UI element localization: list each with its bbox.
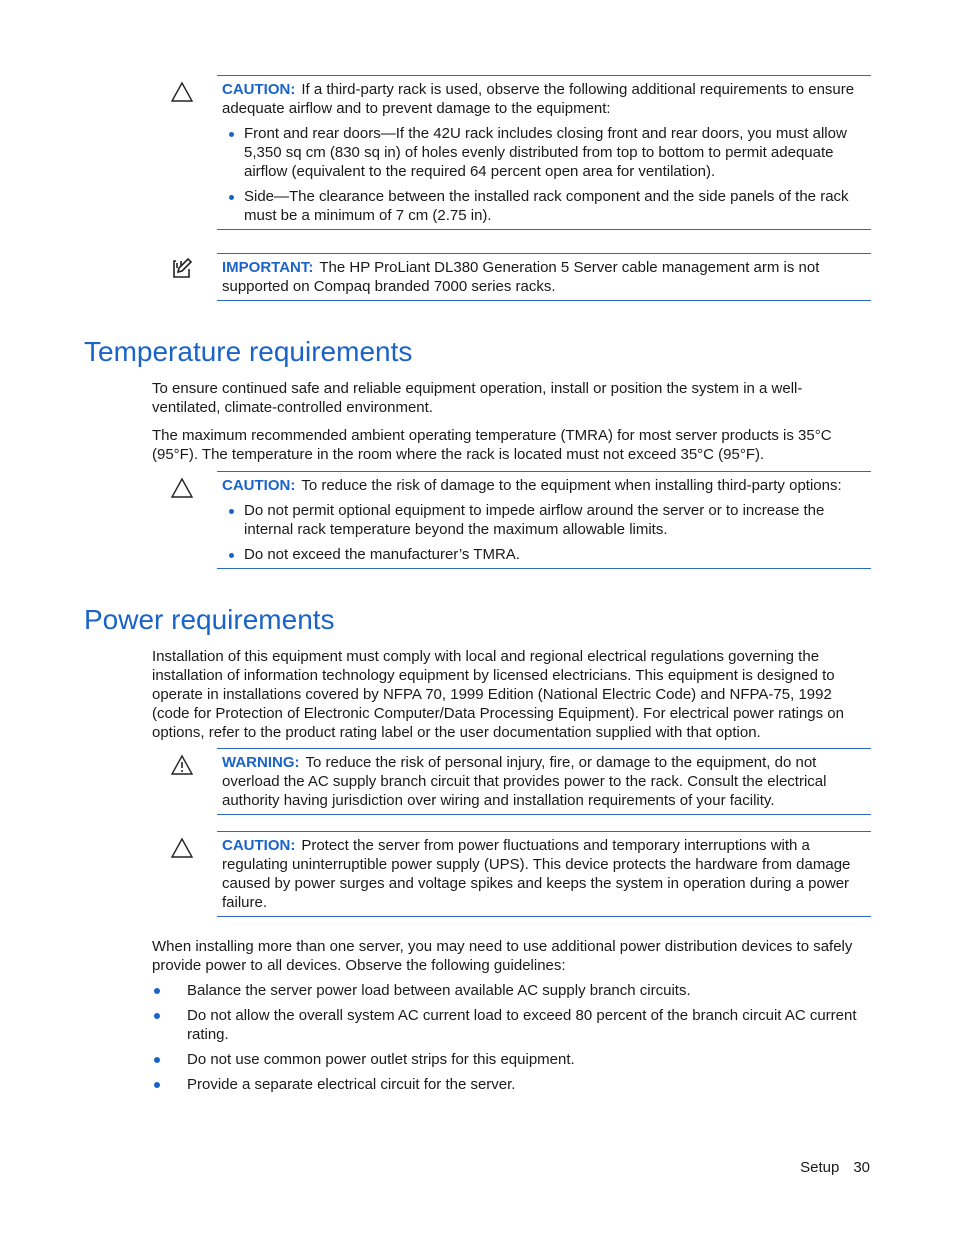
caution-note-options — [217, 471, 871, 569]
caution-note-rack — [217, 75, 871, 230]
temperature-paragraph-2: The maximum recommended ambient operating temperature (TMRA) for most server products is 35°C (95°F). The temperature in the room where the rack is located must not exceed 35°C (95°F). — [152, 427, 832, 463]
caution-icon — [171, 477, 193, 499]
list-item: Do not use common power outlet strips for this equipment. — [152, 1050, 868, 1069]
caution-note-ups — [217, 831, 871, 917]
list-item: Do not exceed the manufacturer’s TMRA. — [222, 545, 871, 564]
power-paragraph-2: When installing more than one server, you may need to use additional power distribution devices to safely provide power to all devices. Observe the following guidelines: — [152, 938, 853, 974]
warning-icon — [171, 754, 193, 776]
bullet-icon — [154, 1013, 160, 1019]
warning-note — [217, 748, 871, 815]
caution-label: CAUTION: — [222, 837, 296, 854]
warning-label: WARNING: — [222, 754, 300, 771]
footer-section: Setup — [800, 1159, 840, 1176]
caution-text: To reduce the risk of damage to the equipment when installing third-party options: — [301, 477, 842, 494]
page-number: 30 — [853, 1159, 870, 1176]
bullet-icon — [154, 988, 160, 994]
list-item: Do not allow the overall system AC current load to exceed 80 percent of the branch circuit AC current rating. — [152, 1006, 868, 1044]
important-pencil-icon — [171, 257, 193, 279]
power-heading: Power requirements — [84, 604, 335, 635]
bullet-icon — [229, 509, 234, 514]
list-item: Side—The clearance between the installed rack component and the side panels of the rack must be a minimum of 7 cm (2.75 in). — [222, 187, 871, 225]
important-label: IMPORTANT: — [222, 259, 314, 276]
warning-text: To reduce the risk of personal injury, fire, or damage to the equipment, do not overload the AC supply branch circuit that provides power to the rack. Consult the electrical authority having jurisdiction over wiring and installation requirements of your facility. — [222, 754, 827, 809]
temperature-heading: Temperature requirements — [84, 336, 413, 367]
caution-icon — [171, 81, 193, 103]
bullet-icon — [229, 195, 234, 200]
list-item: Balance the server power load between available AC supply branch circuits. — [152, 981, 868, 1000]
list-item: Provide a separate electrical circuit for the server. — [152, 1075, 868, 1094]
caution-icon — [171, 837, 193, 859]
bullet-icon — [154, 1082, 160, 1088]
page-footer — [800, 1158, 870, 1177]
bullet-icon — [229, 132, 234, 137]
temperature-paragraph-1: To ensure continued safe and reliable equipment operation, install or position the system in a well-ventilated, climate-controlled environment. — [152, 380, 803, 416]
caution-text: If a third-party rack is used, observe the following additional requirements to ensure adequate airflow and to prevent damage to the equipment: — [222, 81, 855, 117]
list-item: Front and rear doors—If the 42U rack includes closing front and rear doors, you must allow 5,350 sq cm (830 sq in) of holes evenly distributed from top to bottom to permit adequate airflow (equivalent to the required 64 percent open area for ventilation). — [222, 124, 871, 181]
guidelines-list — [152, 981, 868, 1100]
caution-label: CAUTION: — [222, 81, 296, 98]
bullet-icon — [154, 1057, 160, 1063]
important-note — [217, 253, 871, 301]
bullet-icon — [229, 553, 234, 558]
caution-text: Protect the server from power fluctuations and temporary interruptions with a regulating uninterruptible power supply (UPS). This device protects the hardware from damage caused by power surges and voltage spikes and keeps the system in operation during a power failure. — [222, 837, 851, 911]
caution-label: CAUTION: — [222, 477, 296, 494]
important-text: The HP ProLiant DL380 Generation 5 Server cable management arm is not supported on Compaq branded 7000 series racks. — [222, 259, 820, 295]
list-item: Do not permit optional equipment to impede airflow around the server or to increase the internal rack temperature beyond the maximum allowable limits. — [222, 501, 871, 539]
power-paragraph-1: Installation of this equipment must comply with local and regional electrical regulations governing the installation of information technology equipment by licensed electricians. This equipment is designed to operate in installations covered by NFPA 70, 1999 Edition (National Electric Code) and NFPA-75, 1992 (code for Protection of Electronic Computer/Data Processing Equipment). For electrical power ratings on options, refer to the product rating label or the user documentation supplied with that option. — [152, 648, 844, 741]
